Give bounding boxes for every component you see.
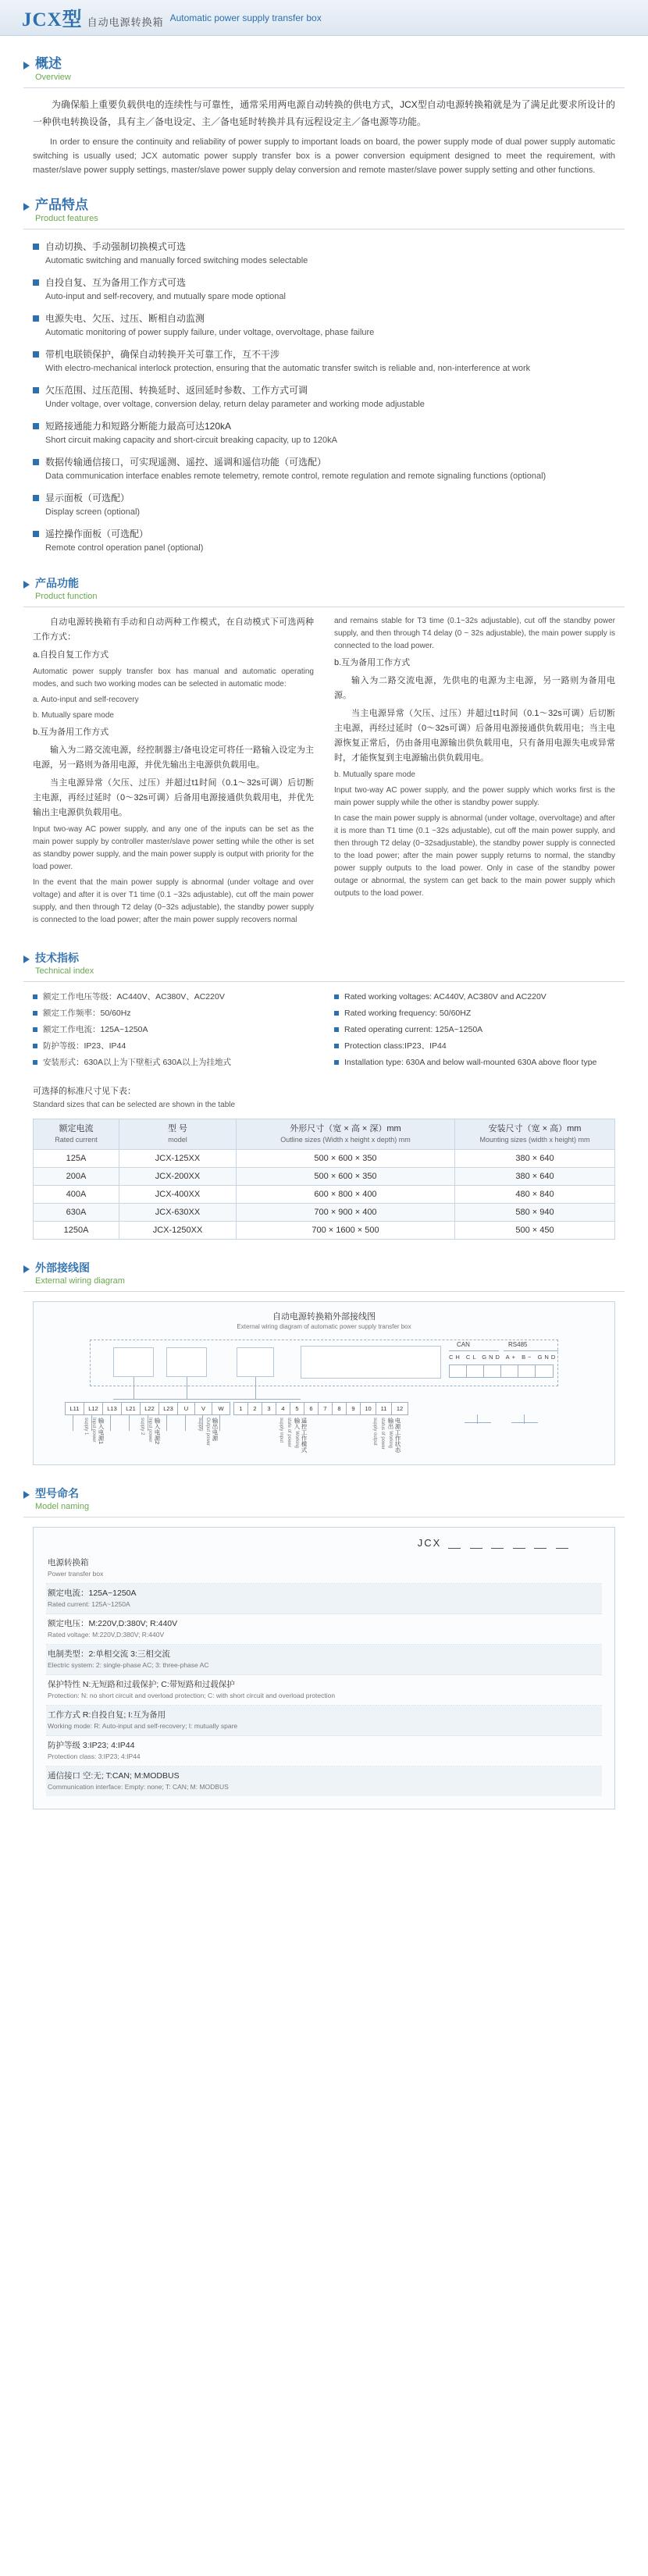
- terminal-strip-power: [65, 1402, 230, 1415]
- square-bullet-icon: [33, 495, 39, 501]
- header-cn: 额定电流: [59, 1124, 94, 1133]
- table-cell: 1250A: [34, 1222, 119, 1240]
- table-cell: 400A: [34, 1186, 119, 1204]
- contact-line: [511, 1422, 538, 1423]
- square-bullet-icon: [33, 1060, 37, 1065]
- function-left-column: [33, 615, 314, 930]
- list-item: [334, 1039, 615, 1054]
- function-text: b. Mutually spare mode: [33, 711, 114, 720]
- output-block: [237, 1347, 274, 1377]
- square-bullet-icon: [33, 459, 39, 465]
- table-header-cell: [119, 1119, 237, 1150]
- terminal: [484, 1365, 501, 1377]
- model-heading-en: Model naming: [35, 1502, 90, 1511]
- function-text: In case the main power supply is abnormal (under voltage, overvoltage) and after it is more than T1 time (0.1 ~32s adjustable), cut off the main power supply, and then through T2 delay (0~32sadjustable), the standby power supply is connected to the load power; after the main power supply returns to normal, the standby power supply outputs to the load power. Only in case of the standby power outage or abnormal, the system can get back to the main power supply which outputs to the load power.: [334, 814, 615, 898]
- page-title-banner: [0, 0, 648, 36]
- list-item: [33, 990, 314, 1005]
- function-text: Automatic power supply transfer box has manual and automatic operating modes, and such two working modes can be selected in automatic mode:: [33, 667, 314, 688]
- feature-label-cn: 带机电联锁保护，确保自动转换开关可靠工作，互不干涉: [45, 349, 280, 360]
- model-code-slot: [556, 1538, 568, 1549]
- spec-note: [0, 1072, 648, 1112]
- table-row: [34, 1186, 615, 1204]
- square-bullet-icon: [33, 315, 39, 322]
- bottom-label-en: Input power supply 2: [140, 1418, 152, 1443]
- section-heading-wiring: [0, 1260, 648, 1286]
- feature-list: [0, 229, 648, 555]
- model-row-en: Protection: N: no short circuit and overload protection; C: with short circuit and overload protection: [48, 1692, 336, 1699]
- bottom-label-group: [196, 1418, 219, 1453]
- overview-heading-cn: 概述: [35, 56, 62, 71]
- model-row-cn: 电制类型：2:单相交流 3:三相交流: [48, 1649, 170, 1659]
- table-cell: 700 × 900 × 400: [237, 1204, 455, 1222]
- feature-label-en: Data communication interface enables remote telemetry, remote control, remote regulation and remote signaling functions (optional): [45, 471, 547, 481]
- terminal: L13: [103, 1403, 122, 1414]
- terminal-strip-comm: [449, 1364, 554, 1378]
- header-cn: 型 号: [167, 1124, 188, 1133]
- terminal: [501, 1365, 518, 1377]
- terminal-strip-control: [233, 1402, 408, 1415]
- page-title: [22, 4, 164, 32]
- contact-line: [465, 1422, 491, 1423]
- function-text: In the event that the main power supply is abnormal (under voltage and over voltage) and after it is over T1 time (0.1 ~32s adjustable), cut off the main power supply, and then through T2 delay (0~32s adjustable), the standby power supply is connected to the load power; after the main power supply recovers normal: [33, 878, 314, 924]
- model-row-cn: 额定电流：125A~1250A: [48, 1589, 137, 1598]
- table-cell: 600 × 800 × 400: [237, 1186, 455, 1204]
- table-cell: JCX-125XX: [119, 1150, 237, 1168]
- model-row: [46, 1584, 602, 1614]
- terminal: 5: [290, 1403, 304, 1414]
- rs485-label: RS485: [508, 1341, 528, 1348]
- model-row-cn: 额定电压：M:220V,D:380V; R:440V: [48, 1619, 178, 1628]
- list-item: [33, 382, 615, 411]
- square-bullet-icon: [33, 1027, 37, 1032]
- table-row: [34, 1204, 615, 1222]
- function-text: a. Auto-input and self-recovery: [33, 696, 139, 704]
- bottom-label-group: [82, 1418, 105, 1453]
- tech-heading-en: Technical index: [35, 966, 94, 976]
- table-row: [34, 1150, 615, 1168]
- table-cell: 125A: [34, 1150, 119, 1168]
- square-bullet-icon: [33, 1044, 37, 1048]
- model-row: [46, 1553, 602, 1584]
- model-row-en: Working mode: R: Auto-input and self-recovery; I: mutually spare: [48, 1722, 238, 1730]
- lead-line: [185, 1415, 186, 1431]
- table-header-cell: [237, 1119, 455, 1150]
- triangle-icon: [23, 1265, 30, 1273]
- function-text: 输入为二路交流电源，先供电的电源为主电源，另一路则为备用电源。: [334, 676, 615, 700]
- model-row-cn: 工作方式 R:自投自复; I:互为备用: [48, 1710, 166, 1720]
- model-row: [46, 1767, 602, 1796]
- model-code-prefix: JCX: [417, 1537, 442, 1549]
- model-row-cn: 通信接口 空:无; T:CAN; M:MODBUS: [48, 1771, 180, 1781]
- triangle-icon: [23, 203, 30, 211]
- terminal: 2: [248, 1403, 262, 1414]
- bottom-label-cn: 电源工作状态输出: [387, 1418, 401, 1453]
- connector-line: [255, 1377, 256, 1399]
- square-bullet-icon: [334, 994, 339, 999]
- feature-label-en: Under voltage, over voltage, conversion delay, return delay parameter and working mode adjustable: [45, 400, 425, 409]
- page-title-cn-sub: 自动电源转换箱: [87, 16, 164, 28]
- feature-label-en: With electro-mechanical interlock protection, ensuring that the automatic transfer switch is reliable and, non-interference at work: [45, 364, 531, 373]
- feature-label-cn: 欠压范围、过压范围、转换延时、返回延时参数、工作方式可调: [45, 385, 308, 396]
- terminal: L22: [141, 1403, 159, 1414]
- feature-label-cn: 电源失电、欠压、过压、断相自动监测: [45, 313, 205, 324]
- bottom-label-cn: 遥控工作模式输入: [294, 1418, 308, 1453]
- square-bullet-icon: [33, 423, 39, 429]
- page-title-cn: JCX型: [22, 9, 83, 30]
- section-heading-features: [0, 197, 648, 224]
- feature-label-cn: 遥控操作面板（可选配）: [45, 528, 149, 539]
- contact-line: [524, 1414, 525, 1424]
- tech-index-columns: [0, 982, 648, 1072]
- bottom-label-en: Output power supply: [198, 1418, 210, 1446]
- features-heading-cn: 产品特点: [35, 197, 88, 212]
- table-cell: 500 × 600 × 350: [237, 1168, 455, 1186]
- bottom-label-en: Working state of power supply input: [279, 1418, 299, 1448]
- model-row-en: Electric system: 2: single-phase AC; 3: three-phase AC: [48, 1661, 209, 1669]
- table-cell: 480 × 840: [455, 1186, 615, 1204]
- terminal: 3: [262, 1403, 276, 1414]
- function-text: Input two-way AC power supply, and the power supply which works first is the main power supply while the other is standby power supply.: [334, 786, 615, 807]
- model-heading-cn: 型号命名: [35, 1487, 79, 1500]
- function-text: 输入为二路交流电源，经控制器主/备电设定可将任一路输入设定为主电源，另一路则为备用电源，并优先输出主电源供负载用电。: [33, 745, 314, 770]
- lead-line: [166, 1415, 167, 1431]
- can-pin-labels: CH CL GND A+ B− GND: [449, 1354, 558, 1361]
- triangle-icon: [23, 581, 30, 589]
- header-en: Rated current: [55, 1136, 98, 1144]
- terminal: L23: [159, 1403, 178, 1414]
- terminal: 8: [333, 1403, 347, 1414]
- list-item: [33, 418, 615, 447]
- spec-note-en: Standard sizes that can be selected are shown in the table: [33, 1101, 236, 1109]
- tech-label: 防护等级：IP23、IP44: [43, 1041, 126, 1051]
- terminal: 9: [347, 1403, 361, 1414]
- model-row: [46, 1706, 602, 1736]
- switch-block-1: [113, 1347, 154, 1377]
- function-heading-cn: 产品功能: [35, 577, 79, 589]
- terminal: U: [178, 1403, 195, 1414]
- terminal: 6: [304, 1403, 319, 1414]
- header-en: model: [168, 1136, 187, 1144]
- diagram-title-en: External wiring diagram of automatic power supply transfer box: [237, 1323, 411, 1330]
- list-item: [33, 1006, 314, 1021]
- terminal: [518, 1365, 536, 1377]
- bottom-label-cn: 输入电源1: [98, 1418, 105, 1445]
- bottom-label-group: [371, 1418, 401, 1453]
- list-item: [334, 1006, 615, 1021]
- table-cell: 700 × 1600 × 500: [237, 1222, 455, 1240]
- diagram-title-cn: 自动电源转换箱外部接线图: [272, 1312, 376, 1322]
- square-bullet-icon: [334, 1044, 339, 1048]
- feature-label-cn: 显示面板（可选配）: [45, 493, 130, 503]
- section-heading-overview: [0, 56, 648, 83]
- feature-label-en: Remote control operation panel (optional): [45, 543, 204, 553]
- bottom-label-cn: 输入电源2: [154, 1418, 161, 1445]
- model-code: [46, 1537, 602, 1549]
- function-text: 当主电源异常（欠压、过压）并超过t1时间（0.1～32s可调）后切断主电源，再经过延时（0～32s可调）后备用电源接通供负载用电；当主电源恢复正常后，仍由备用电源输出供负载用电，只有备用电源失电或异常时，才能恢复到主电源输出供负载用电。: [334, 709, 615, 763]
- model-row: [46, 1645, 602, 1675]
- wiring-heading-cn: 外部接线图: [35, 1261, 90, 1274]
- bottom-label-group: [277, 1418, 308, 1453]
- section-heading-function: [0, 575, 648, 602]
- feature-label-cn: 数据传输通信接口，可实现遥测、遥控、遥调和遥信功能（可选配）: [45, 457, 327, 468]
- function-columns: [0, 607, 648, 930]
- table-cell: 380 × 640: [455, 1150, 615, 1168]
- terminal: [450, 1365, 467, 1377]
- feature-label-en: Automatic monitoring of power supply failure, under voltage, overvoltage, phase failure: [45, 328, 375, 337]
- feature-label-cn: 自动切换、手动强制切换模式可选: [45, 241, 187, 252]
- wiring-diagram: [33, 1301, 615, 1465]
- model-row: [46, 1675, 602, 1706]
- table-cell: 500 × 600 × 350: [237, 1150, 455, 1168]
- function-text: and remains stable for T3 time (0.1~32s adjustable), cut off the standby power supply, and then through T4 delay (0 ~ 32s adjustable), the main power supply is connected to the load power.: [334, 617, 615, 650]
- model-row-en: Communication interface: Empty: none; T: CAN; M: MODBUS: [48, 1783, 229, 1791]
- table-header-cell: [34, 1119, 119, 1150]
- terminal: 7: [319, 1403, 333, 1414]
- square-bullet-icon: [33, 279, 39, 286]
- header-cn: 外形尺寸（宽 × 高 × 深）mm: [290, 1124, 401, 1133]
- tech-label: Rated operating current: 125A~1250A: [344, 1025, 483, 1034]
- spec-table: [33, 1119, 615, 1240]
- model-row: [46, 1736, 602, 1767]
- model-naming-box: [33, 1527, 615, 1809]
- feature-label-en: Auto-input and self-recovery, and mutually spare mode optional: [45, 292, 286, 301]
- table-cell: 580 × 940: [455, 1204, 615, 1222]
- table-row: [34, 1222, 615, 1240]
- tech-heading-cn: 技术指标: [35, 952, 79, 964]
- list-item: [33, 311, 615, 340]
- model-code-slot: [470, 1538, 482, 1549]
- list-item: [334, 1055, 615, 1070]
- function-text: b. Mutually spare mode: [334, 770, 415, 779]
- table-cell: 200A: [34, 1168, 119, 1186]
- model-code-slot: [491, 1538, 504, 1549]
- tech-label: 安装形式：630A以上为下壁柜式 630A以上为挂地式: [43, 1058, 231, 1067]
- table-cell: JCX-200XX: [119, 1168, 237, 1186]
- triangle-icon: [23, 62, 30, 69]
- table-cell: JCX-400XX: [119, 1186, 237, 1204]
- list-item: [33, 347, 615, 375]
- bus-line: [449, 1350, 499, 1351]
- model-row-cn: 电源转换箱: [48, 1558, 89, 1567]
- table-cell: 380 × 640: [455, 1168, 615, 1186]
- square-bullet-icon: [334, 1027, 339, 1032]
- tech-label: 额定工作电流：125A~1250A: [43, 1025, 148, 1034]
- table-row: [34, 1168, 615, 1186]
- section-heading-model: [0, 1485, 648, 1512]
- overview-heading-en: Overview: [35, 73, 71, 82]
- terminal: L12: [84, 1403, 103, 1414]
- tech-label: Rated working frequency: 50/60HZ: [344, 1009, 472, 1018]
- function-right-column: [334, 615, 615, 930]
- model-row-en: Protection class: 3:IP23; 4:IP44: [48, 1752, 141, 1760]
- function-text: a.自投自复工作方式: [33, 650, 109, 660]
- model-row-en: Rated voltage: M:220V,D:380V; R:440V: [48, 1631, 165, 1638]
- tech-label: Installation type: 630A and below wall-mounted 630A above floor type: [344, 1058, 597, 1067]
- overview-body: [0, 88, 648, 177]
- model-row-en: Power transfer box: [48, 1570, 104, 1578]
- terminal: 11: [376, 1403, 392, 1414]
- tech-label: Protection class:IP23、IP44: [344, 1041, 447, 1051]
- bottom-label-group: [138, 1418, 161, 1453]
- terminal: W: [218, 1405, 224, 1412]
- terminal: 1: [234, 1403, 248, 1414]
- page-title-en: Automatic power supply transfer box: [169, 12, 322, 23]
- square-bullet-icon: [334, 1011, 339, 1016]
- function-text: 自动电源转换箱有手动和自动两种工作模式，在自动模式下可选两种工作方式：: [33, 617, 314, 642]
- list-item: [33, 1055, 314, 1070]
- section-heading-tech: [0, 950, 648, 977]
- triangle-icon: [23, 1491, 30, 1499]
- square-bullet-icon: [33, 351, 39, 358]
- list-item: [33, 490, 615, 519]
- feature-label-en: Short circuit making capacity and short-circuit breaking capacity, up to 120kA: [45, 436, 337, 445]
- tech-right-column: [334, 990, 615, 1072]
- model-row-en: Rated current: 125A~1250A: [48, 1600, 130, 1608]
- bottom-label-en: Input power supply 1: [84, 1418, 96, 1443]
- table-cell: 630A: [34, 1204, 119, 1222]
- bus-line: [504, 1350, 558, 1351]
- function-text: b.互为备用工作方式: [33, 728, 109, 737]
- table-header-row: [34, 1119, 615, 1150]
- tech-label: Rated working voltages: AC440V, AC380V and AC220V: [344, 992, 547, 1002]
- feature-label-en: Automatic switching and manually forced switching modes selectable: [45, 256, 308, 265]
- header-en: Outline sizes (Width x height x depth) mm: [280, 1136, 411, 1144]
- tech-left-column: [33, 990, 314, 1072]
- bottom-label-en: Working status of power supply output: [372, 1418, 393, 1450]
- function-text: b.互为备用工作方式: [334, 658, 411, 667]
- features-heading-en: Product features: [35, 214, 98, 223]
- list-item: [33, 239, 615, 268]
- square-bullet-icon: [33, 1011, 37, 1016]
- square-bullet-icon: [33, 994, 37, 999]
- header-en: Mounting sizes (width x height) mm: [479, 1136, 590, 1144]
- list-item: [33, 1023, 314, 1037]
- list-item: [33, 454, 615, 483]
- terminal: L11: [66, 1403, 84, 1414]
- connector-line: [113, 1399, 301, 1400]
- divider: [23, 1291, 625, 1292]
- function-text: 当主电源异常（欠压、过压）并超过t1时间（0.1～32s可调）后切断主电源，再经过延时（0～32s可调）后备用电源接通供负载用电，并优先输出主电源供负载用电。: [33, 778, 314, 817]
- list-item: [33, 526, 615, 555]
- lead-line: [110, 1415, 111, 1431]
- diagram-canvas: [43, 1336, 605, 1453]
- square-bullet-icon: [33, 387, 39, 393]
- header-cn: 安装尺寸（宽 × 高）mm: [488, 1124, 582, 1133]
- tech-label: 额定工作电压等级：AC440V、AC380V、AC220V: [43, 992, 225, 1002]
- contact-line: [477, 1414, 478, 1424]
- function-heading-en: Product function: [35, 592, 98, 601]
- terminal: 12: [396, 1405, 404, 1412]
- lead-line: [219, 1415, 220, 1431]
- function-text: Input two-way AC power supply, and any one of the inputs can be set as the main power supply by controller master/slave power setting while the other is set as standby power supply, and the main power supply is output with priority for the load power.: [33, 825, 314, 871]
- feature-label-cn: 自投自复、互为备用工作方式可选: [45, 277, 187, 288]
- terminal: 10: [361, 1403, 376, 1414]
- list-item: [33, 1039, 314, 1054]
- square-bullet-icon: [334, 1060, 339, 1065]
- feature-label-en: Display screen (optional): [45, 507, 141, 517]
- model-code-slot: [513, 1538, 525, 1549]
- bottom-label-cn: 输出电源: [212, 1418, 219, 1441]
- overview-paragraph-en: In order to ensure the continuity and reliability of power supply to important loads on board, the power supply mode of dual power supply automatic switching is usually used; JCX automatic power supply transfer box is a power conversion equipment designed to meet the requirement, with master/slave power supply settings, master/slave power supply delay conversion and remote master/slave power supply setting and other functions.: [33, 137, 615, 175]
- model-row: [46, 1614, 602, 1645]
- model-code-slot: [448, 1538, 461, 1549]
- square-bullet-icon: [33, 531, 39, 537]
- terminal: L21: [122, 1403, 141, 1414]
- tech-label: 额定工作频率：50/60Hz: [43, 1009, 131, 1018]
- list-item: [334, 1023, 615, 1037]
- model-code-slot: [534, 1538, 547, 1549]
- controller-block: [301, 1346, 441, 1379]
- terminal: V: [195, 1403, 212, 1414]
- square-bullet-icon: [33, 244, 39, 250]
- list-item: [33, 275, 615, 304]
- wiring-heading-en: External wiring diagram: [35, 1276, 125, 1286]
- can-label: CAN: [457, 1341, 470, 1348]
- terminal: 4: [276, 1403, 290, 1414]
- model-row-cn: 保护特性 N:无短路和过载保护; C:带短路和过载保护: [48, 1680, 235, 1689]
- table-header-cell: [455, 1119, 615, 1150]
- switch-block-2: [166, 1347, 207, 1377]
- model-row-cn: 防护等级 3:IP23; 4:IP44: [48, 1741, 135, 1750]
- table-cell: JCX-1250XX: [119, 1222, 237, 1240]
- list-item: [334, 990, 615, 1005]
- terminal: [536, 1365, 553, 1377]
- terminal: [467, 1365, 484, 1377]
- overview-paragraph-cn: 为确保船上重要负载供电的连续性与可靠性，通常采用两电源自动转换的供电方式，JCX型自动电源转换箱就是为了满足此要求所设计的一种供电转换设备，具有主／备电设定、主／备电延时转换并具有远程设定主／备电源等功能。: [33, 99, 615, 127]
- lead-line: [129, 1415, 130, 1431]
- spec-note-cn: 可选择的标准尺寸见下表：: [33, 1087, 136, 1096]
- feature-label-cn: 短路接通能力和短路分断能力最高可达120kA: [45, 421, 232, 432]
- triangle-icon: [23, 955, 30, 963]
- table-cell: 500 × 450: [455, 1222, 615, 1240]
- table-cell: JCX-630XX: [119, 1204, 237, 1222]
